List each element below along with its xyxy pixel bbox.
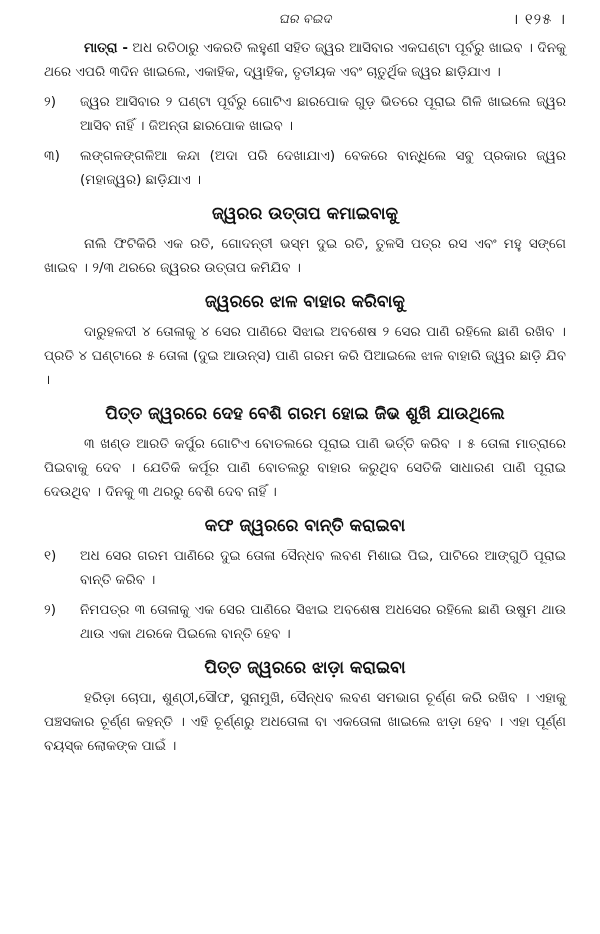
section-heading: ପିତ୍ତ ଜ୍ୱରରେ ଦେହ ବେଶି ଗରମ ହୋଇ ଜିଭ ଶୁଖି ଯାଉଥିଲେ	[105, 404, 505, 424]
intro-paragraph	[44, 36, 566, 84]
list-text: ନିମପତ୍ର ୩ ତୋଳାକୁ ଏକ ସେର ପାଣିରେ ସିଝାଇ ଅବଶେଷ ଅଧସେର ରହିଲେ ଛାଣି ଉଷୁମ ଥାଉ ଥାଉ ଏକା ଥରକେ ପିଇଲେ ବାନ୍ତି ହେବ ।	[80, 602, 566, 642]
list-item	[44, 90, 566, 138]
intro-text: ଅଧ ରତିଠାରୁ ଏକରତି ଲହୁଣୀ ସହିତ ଜ୍ୱର ଆସିବାର ଏକଘଣ୍ଟା ପୂର୍ବରୁ ଖାଇବ । ଦିନକୁ ଥରେ ଏପରି ୩ଦିନ ଖାଇଲେ, ଏକାହିକ, ଦ୍ୱାହିକ, ତୃତୀୟକ ଏବଂ ଚାତୁର୍ଥିକ ଜ୍ୱର ଛାଡ଼ିଯାଏ ।	[44, 40, 566, 80]
section-heading: ଜ୍ୱରରେ ଝାଳ ବାହାର କରିବାକୁ	[205, 292, 405, 312]
list-text: ଅଧ ସେର ଗରମ ପାଣିରେ ଦୁଇ ତୋଳା ସୈନ୍ଧବ ଲବଣ ମିଶାଇ ପିଇ, ପାଟିରେ ଆଙ୍ଗୁଠି ପୂରାଇ ବାନ୍ତି କରିବ ।	[80, 548, 566, 588]
list-number: ୩)	[44, 148, 60, 164]
running-title: ଘର ବଇଦ	[278, 12, 332, 27]
section-paragraph: ୩ ଖଣ୍ଡ ଆରତି କର୍ପୁର ଗୋଟିଏ ବୋତଲରେ ପୂରାଇ ପାଣି ଭର୍ତ୍ତି କରିବ । ୫ ତୋଳା ମାତ୍ରାରେ ପିଇବାକୁ ଦେବ । ଯେତିକି କର୍ପୂର ପାଣି ବୋତଲରୁ ବାହାର କରୁଥିବ ସେତିକି ସାଧାରଣ ପାଣି ପୂରାଇ ଦେଉଥିବ । ଦିନକୁ ୩ ଥରରୁ ବେଶି ଦେବ ନାହିଁ ।	[44, 436, 566, 500]
list-item	[44, 598, 566, 646]
page-number: । ୧୨୫ ।	[511, 10, 566, 28]
list-number: ୧)	[44, 548, 57, 564]
section-heading: ଜ୍ୱରର ଉତ୍ତାପ କମାଇବାକୁ	[211, 204, 399, 224]
intro-lead-term: ମାତ୍ରା -	[84, 40, 128, 56]
list-number: ୨)	[44, 94, 56, 110]
list-number: ୨)	[44, 602, 56, 618]
section-paragraph: ହରିଡ଼ା ଚୋପା, ଶୁଣ୍ଠୀ,ସୌଫ, ସୁନାମୁଖି, ସୈନ୍ଧବ ଲବଣ ସମଭାଗ ଚୂର୍ଣ୍ଣ କରି ରଖିବ । ଏହାକୁ ପଞ୍ଚସକାର ଚୂର୍ଣ୍ଣ କହନ୍ତି । ଏହି ଚୂର୍ଣ୍ଣରୁ ଅଧତୋଳା ବା ଏକତୋଳା ଖାଇଲେ ଝାଡ଼ା ହେବ । ଏହା ପୂର୍ଣ୍ଣ ବୟସ୍କ ଲୋକଙ୍କ ପାଇଁ ।	[44, 690, 566, 754]
section-heading: କଫ ଜ୍ୱରରେ ବାନ୍ତି କରାଇବା	[204, 516, 406, 536]
list-text: ଜ୍ୱର ଆସିବାର ୨ ଘଣ୍ଟା ପୂର୍ବରୁ ଗୋଟିଏ ଛାରପୋକ ଗୁଡ଼ ଭିତରେ ପୂରାଇ ଗିଳି ଖାଇଲେ ଜ୍ୱର ଆସିବ ନାହିଁ । ଜିଅନ୍ତା ଛାରପୋକ ଖାଇବ ।	[80, 94, 566, 134]
section-paragraph: ଦାରୁହଳଦୀ ୪ ତୋଳାକୁ ୪ ସେର ପାଣିରେ ସିଝାଇ ଅବଶେଷ ୨ ସେର ପାଣି ରହିଲେ ଛାଣି ରଖିବ । ପ୍ରତି ୪ ଘଣ୍ଟାରେ ୫ ତୋଳା (ଦୁଇ ଆଉନ୍ସ) ପାଣି ଗରମ କରି ପିଆଇଲେ ଝାଳ ବାହାରି ଜ୍ୱର ଛାଡ଼ି ଯିବ ।	[44, 324, 566, 388]
list-item	[44, 544, 566, 592]
section-heading: ପିତ୍ତ ଜ୍ୱରରେ ଝାଡ଼ା କରାଇବା	[204, 658, 406, 678]
list-item	[44, 144, 566, 192]
list-text: ଲଙ୍ଗଳଙ୍ଗଳିଆ କନ୍ଦା (ଅଦା ପରି ଦେଖାଯାଏ) ବେକରେ ବାନ୍ଧିଲେ ସବୁ ପ୍ରକାର ଜ୍ୱର (ମହାଜ୍ୱର) ଛାଡ଼ିଯାଏ ।	[80, 148, 566, 188]
section-paragraph: ନାଲି ଫିଟିକିରି ଏକ ରତି, ଗୋଦନ୍ତୀ ଭସ୍ମ ଦୁଇ ରତି, ତୁଳସି ପତ୍ର ରସ ଏବଂ ମହୁ ସଙ୍ଗେ ଖାଇବ । ୨/୩ ଥରରେ ଜ୍ୱରର ଉତ୍ତାପ କମିଯିବ ।	[44, 236, 566, 276]
running-header	[44, 0, 566, 36]
